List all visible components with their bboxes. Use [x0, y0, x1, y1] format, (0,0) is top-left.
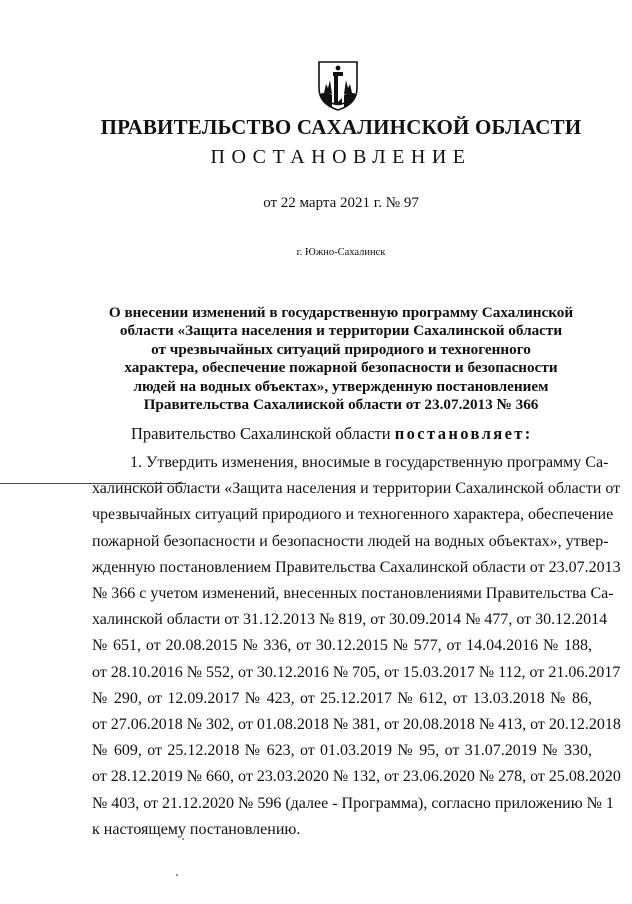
scan-speck [176, 874, 178, 876]
subject-line: от чрезвычайных ситуаций природиого и техногенного [151, 340, 531, 358]
body-line: чрезвычайных ситуаций природиого и техногенного характера, обеспечение [92, 506, 614, 524]
body-line: 1. Утвердить изменения, вносимые в государственную программу Са- [130, 454, 609, 471]
document-type: ПОСТАНОВЛЕНИЕ [210, 146, 472, 168]
body-line: № 290, от 12.09.2017 № 423, от 25.12.2017 № 612, от 13.03.2018 № 86, [92, 689, 592, 707]
body-line: от 27.06.2018 № 302, от 01.08.2018 № 381, от 20.08.2018 № 413, от 20.12.2018 [92, 716, 621, 734]
decree-body [92, 450, 621, 843]
body-line: к настоящему постановлению. [92, 820, 301, 838]
government-title: ПРАВИТЕЛЬСТВО САХАЛИНСКОЙ ОБЛАСТИ [100, 115, 582, 139]
subject-line: характера, обеспечение пожарной безопасности и безопасности [124, 359, 558, 377]
body-line: от 28.10.2016 № 552, от 30.12.2016 № 705, от 15.03.2017 № 112, от 21.06.2017 [92, 663, 621, 681]
body-line: от 28.12.2019 № 660, от 23.03.2020 № 132, от 23.06.2020 № 278, от 25.08.2020 [92, 768, 621, 786]
body-line: № 366 с учетом изменений, внесенных постановлениями Правительства Са- [92, 585, 614, 603]
body-line: № 609, от 25.12.2018 № 623, от 01.03.2019 № 95, от 31.07.2019 № 330, [92, 742, 592, 760]
decree-intro-text: Правительство Сахалинской области [131, 424, 391, 443]
sakhalin-coat-of-arms-icon [316, 58, 360, 112]
subject-line: О внесении изменений в государственную программу Сахалинской [108, 304, 574, 321]
body-line: жденную постановлением Правительства Сахалинской области от 23.07.2013 [92, 558, 621, 576]
document-date-number: от 22 марта 2021 г. № 97 [263, 195, 419, 211]
body-line: № 651, от 20.08.2015 № 336, от 30.12.2015 № 577, от 14.04.2016 № 188, [92, 637, 592, 655]
document-subject [100, 304, 582, 414]
body-line: халинской области от 31.12.2013 № 819, от 30.09.2014 № 477, от 30.12.2014 [92, 611, 608, 629]
subject-line: Правительства Сахалииской области от 23.07.2013 № 366 [143, 396, 539, 414]
body-line: № 403, от 21.12.2020 № 596 (далее - Программа), согласно приложению № 1 [92, 794, 614, 812]
subject-line: людей на водных объектах», утвержденную постановлением [133, 377, 549, 395]
decree-intro [131, 424, 533, 444]
document-place: г. Южно-Сахалинск [296, 247, 386, 258]
subject-line: области «Защита населения и территории Сахалинской области [119, 322, 563, 340]
scan-speck [182, 838, 184, 840]
decree-verb: постановляет: [394, 424, 533, 443]
body-line: халинской области «Защита населения и территории Сахалинской области от [92, 480, 621, 498]
body-line: пожарной безопасности и безопасности людей на водных объектах», утвер- [92, 532, 609, 550]
